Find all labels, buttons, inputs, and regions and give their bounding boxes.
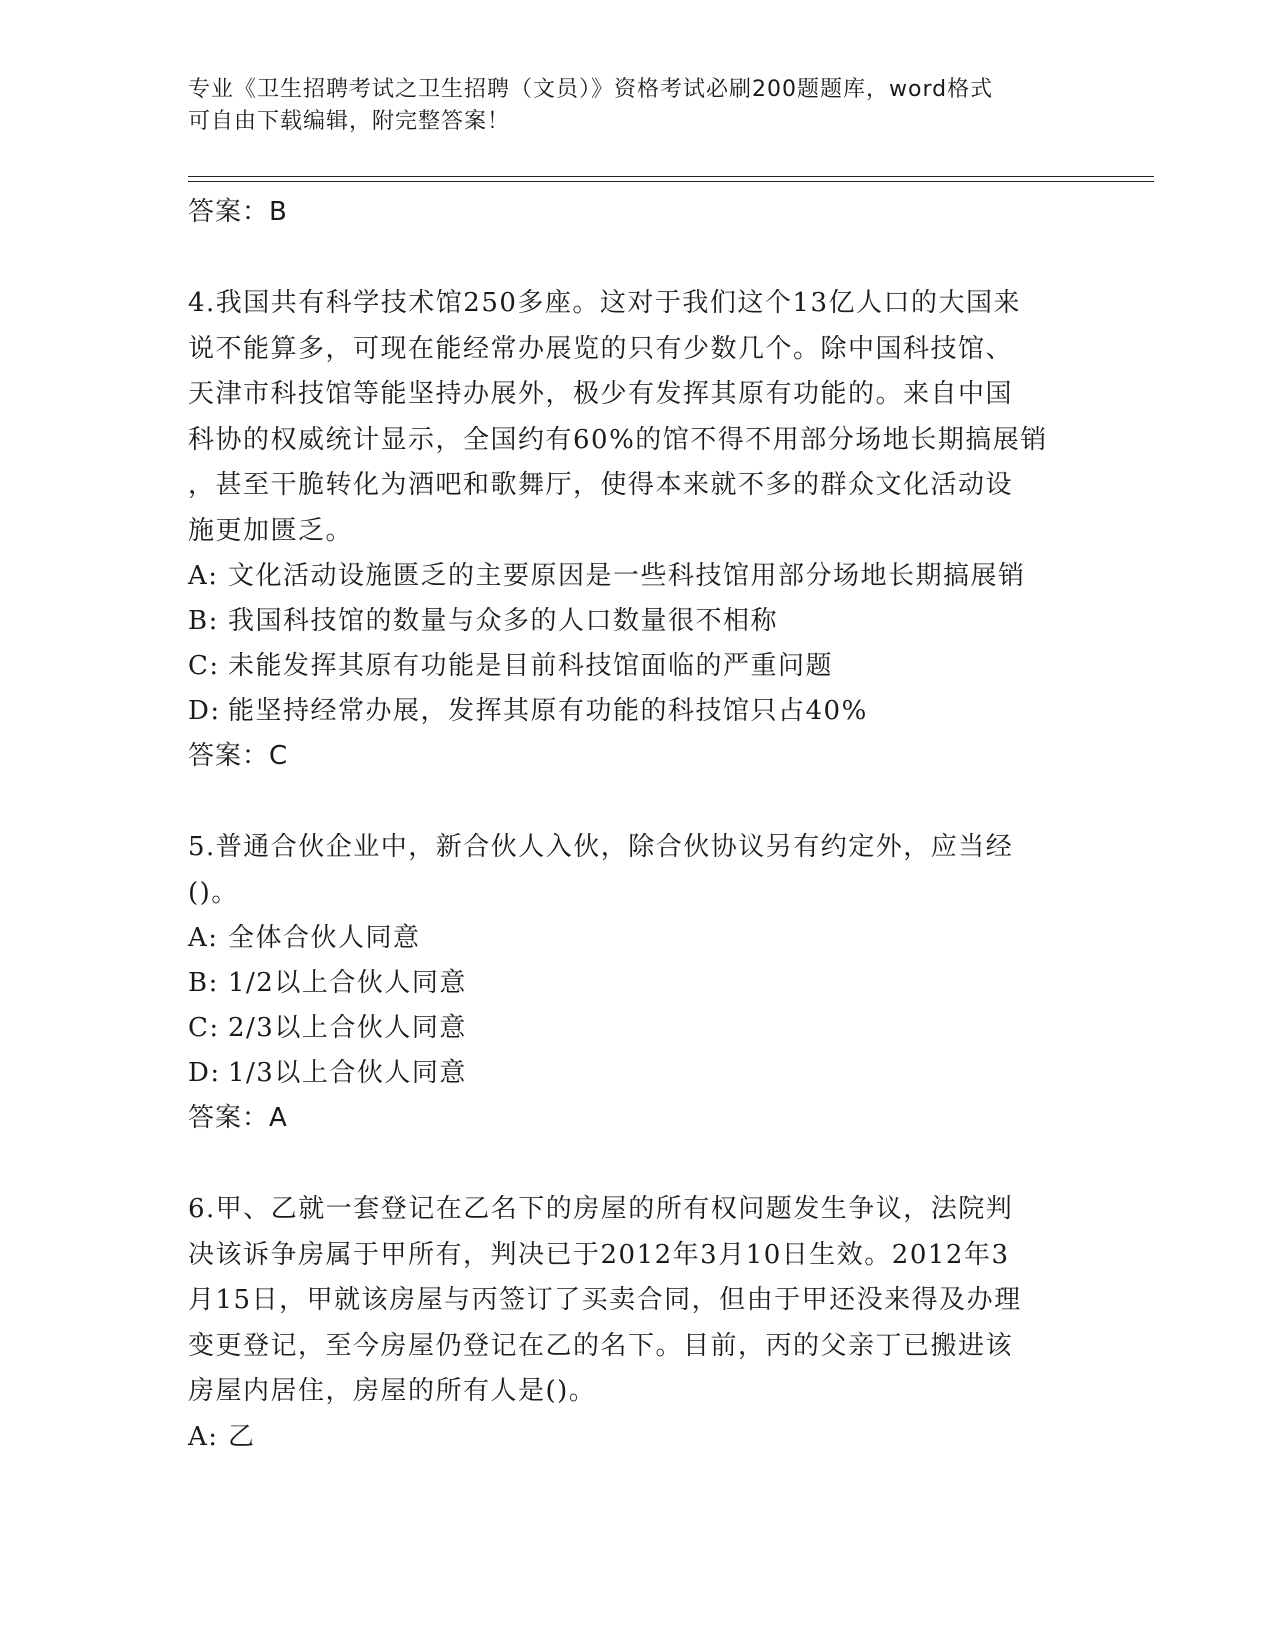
question-6-stem (188, 1187, 1088, 1415)
option-letter: C: (188, 1013, 220, 1043)
option-text: 乙 (228, 1421, 256, 1452)
stem-line: 说不能算多，可现在能经常办展览的只有少数几个。除中国科技馆、 (188, 333, 1014, 364)
option-letter: B: (188, 968, 219, 998)
question-6-option-a (188, 1415, 1088, 1460)
stem-line: 5.普通合伙企业中，新合伙人入伙，除合伙协议另有约定外，应当经 (188, 832, 1014, 862)
option-text: 未能发挥其原有功能是目前科技馆面临的严重问题 (228, 651, 834, 681)
option-text: 1/2以上合伙人同意 (228, 968, 467, 998)
option-letter: C: (188, 651, 220, 681)
answer-previous-question: 答案：B (188, 197, 288, 227)
header-line-1: 专业《卫生招聘考试之卫生招聘（文员）》资格考试必刷200题题库，word格式 (188, 77, 994, 102)
header-rule-top (188, 176, 1154, 177)
option-text: 全体合伙人同意 (228, 923, 421, 953)
option-letter: A: (188, 561, 219, 591)
option-letter: D: (188, 696, 221, 726)
stem-line: ，甚至干脆转化为酒吧和歌舞厅，使得本来就不多的群众文化活动设 (188, 470, 1014, 500)
stem-line: 变更登记，至今房屋仍登记在乙的名下。目前，丙的父亲丁已搬进该 (188, 1330, 1014, 1361)
option-text: 文化活动设施匮乏的主要原因是一些科技馆用部分场地长期搞展销 (228, 561, 1026, 591)
question-6 (188, 1187, 1088, 1460)
question-4-option-c (188, 644, 1088, 689)
question-4-stem (188, 281, 1088, 554)
option-text: 2/3以上合伙人同意 (228, 1013, 467, 1043)
question-5-stem (188, 825, 1088, 916)
question-5-option-a (188, 916, 1088, 961)
stem-line: 科协的权威统计显示，全国约有60%的馆不得不用部分场地长期搞展销 (188, 424, 1048, 455)
option-letter: D: (188, 1058, 221, 1088)
stem-line: 决该诉争房属于甲所有，判决已于2012年3月10日生效。2012年3 (188, 1239, 1010, 1270)
header-rule-bottom (188, 181, 1154, 182)
question-4-option-d (188, 689, 1088, 734)
question-5-option-d (188, 1051, 1088, 1096)
question-5 (188, 825, 1088, 1140)
option-letter: B: (188, 606, 219, 636)
stem-line: 房屋内居住，房屋的所有人是()。 (188, 1376, 597, 1406)
option-letter: A: (188, 1421, 219, 1452)
stem-line: 施更加匮乏。 (188, 515, 354, 546)
stem-line: 月15日，甲就该房屋与丙签订了买卖合同，但由于甲还没来得及办理 (188, 1285, 1022, 1315)
page-header (188, 74, 1088, 138)
stem-line: 6.甲、乙就一套登记在乙名下的房屋的所有权问题发生争议，法院判 (188, 1194, 1014, 1224)
question-4-option-a (188, 554, 1088, 599)
option-text: 我国科技馆的数量与众多的人口数量很不相称 (228, 606, 779, 636)
stem-line: ()。 (188, 877, 239, 908)
option-text: 1/3以上合伙人同意 (228, 1058, 467, 1088)
question-5-option-c (188, 1006, 1088, 1051)
stem-line: 天津市科技馆等能坚持办展外，极少有发挥其原有功能的。来自中国 (188, 379, 1014, 409)
stem-line: 4.我国共有科学技术馆250多座。这对于我们这个13亿人口的大国来 (188, 288, 1022, 318)
option-letter: A: (188, 923, 219, 953)
question-4 (188, 281, 1088, 778)
document-body (188, 190, 1088, 1460)
question-5-answer: 答案：A (188, 1103, 288, 1133)
question-4-option-b (188, 599, 1088, 644)
question-4-answer: 答案：C (188, 741, 289, 771)
question-5-option-b (188, 961, 1088, 1006)
option-text: 能坚持经常办展，发挥其原有功能的科技馆只占40% (228, 696, 868, 726)
header-line-2: 可自由下载编辑，附完整答案！ (188, 109, 511, 134)
